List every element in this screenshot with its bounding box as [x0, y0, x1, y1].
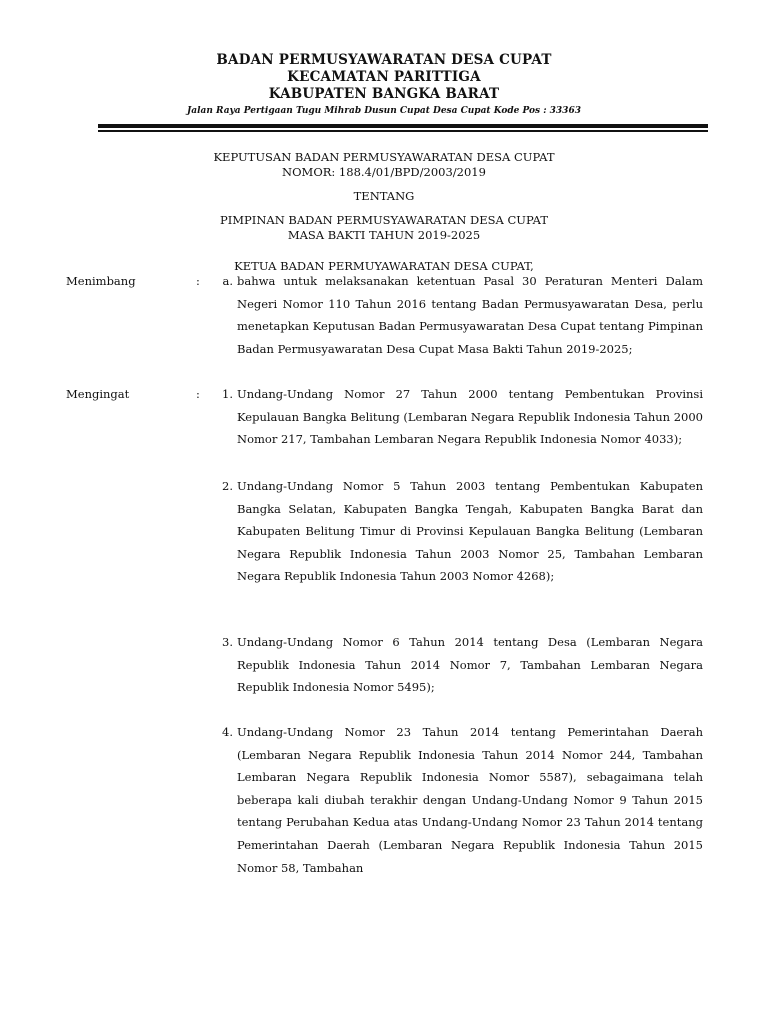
mengingat-item-marker: 1. [222, 387, 233, 401]
decision-heading [0, 150, 768, 274]
letterhead-line-3: KABUPATEN BANGKA BARAT [268, 86, 500, 102]
menimbang-item-text: bahwa untuk melaksanakan ketentuan Pasal 30 Peraturan Menteri Dalam Negeri Nomor 110 Tahun 2016 tentang Badan Permusyawaratan Desa, perlu menetapkan Keputusan Badan Permusyawaratan Desa Cupat tentang Pimpinan Badan Permusyawaratan Desa Cupat Masa Bakti Tahun 2019-2025; [237, 274, 703, 356]
decision-subject-line-1: PIMPINAN BADAN PERMUSYAWARATAN DESA CUPAT [219, 213, 549, 227]
mengingat-item-marker: 2. [222, 479, 233, 493]
letterhead-rule-thin [98, 130, 708, 132]
mengingat-item-marker: 3. [222, 635, 233, 649]
decision-title: KEPUTUSAN BADAN PERMUSYAWARATAN DESA CUPAT [213, 150, 555, 164]
letterhead-line-1: BADAN PERMUSYAWARATAN DESA CUPAT [216, 52, 552, 68]
mengingat-item-text: Undang-Undang Nomor 27 Tahun 2000 tentang Pembentukan Provinsi Kepulauan Bangka Belitung (Lembaran Negara Republik Indonesia Tahun 2000 Nomor 217, Tambahan Lembaran Negara Republik Indonesia Nomor 4033); [237, 387, 703, 447]
menimbang-item-marker: a. [222, 274, 233, 288]
menimbang-label: Menimbang [66, 274, 136, 288]
decision-number: NOMOR: 188.4/01/BPD/2003/2019 [282, 165, 486, 179]
letterhead-line-2: KECAMATAN PARITTIGA [287, 69, 481, 85]
mengingat-item-text: Undang-Undang Nomor 5 Tahun 2003 tentang Pembentukan Kabupaten Bangka Selatan, Kabupaten Bangka Tengah, Kabupaten Bangka Barat dan Kabupaten Belitung Timur di Provinsi Kepulauan Bangka Belitung (Lembaran Negara Republik Indonesia Tahun 2003 Nomor 25, Tambahan Lembaran Negara Republik Indonesia Tahun 2003 Nomor 4268); [237, 479, 703, 584]
mengingat-item-marker: 4. [222, 725, 233, 739]
mengingat-item-text: Undang-Undang Nomor 6 Tahun 2014 tentang Desa (Lembaran Negara Republik Indonesia Tahun 2014 Nomor 7, Tambahan Lembaran Negara Republik Indonesia Nomor 5495); [237, 635, 703, 695]
letterhead-address: Jalan Raya Pertigaan Tugu Mihrab Dusun Cupat Desa Cupat Kode Pos : 33363 [187, 106, 581, 116]
mengingat-item-text: Undang-Undang Nomor 23 Tahun 2014 tentang Pemerintahan Daerah (Lembaran Negara Republik Indonesia Tahun 2014 Nomor 244, Tambahan Lembaran Negara Republik Indonesia Nomor 5587), sebagaimana telah beberapa kali diubah terakhir dengan Undang-Undang Nomor 9 Tahun 2015 tentang Perubahan Kedua atas Undang-Undang Nomor 23 Tahun 2014 tentang Pemerintahan Daerah (Lembaran Negara Republik Indonesia Tahun 2015 Nomor 58, Tambahan [237, 725, 703, 875]
decision-subject-line-2: MASA BAKTI TAHUN 2019-2025 [287, 228, 481, 242]
decision-tentang: TENTANG [353, 189, 415, 203]
mengingat-colon: : [196, 387, 200, 401]
decision-issuer: KETUA BADAN PERMUYAWARATAN DESA CUPAT, [234, 259, 534, 273]
letterhead [0, 52, 768, 118]
menimbang-colon: : [196, 274, 200, 288]
mengingat-label: Mengingat [66, 387, 130, 401]
letterhead-rule-thick [98, 124, 708, 128]
